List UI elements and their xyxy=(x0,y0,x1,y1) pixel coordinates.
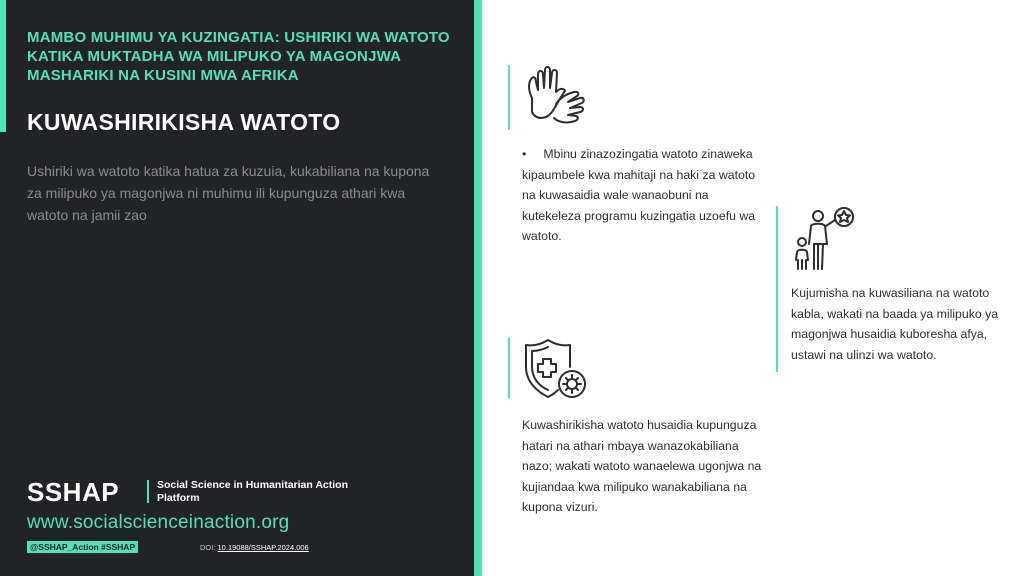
card-accent-line xyxy=(508,65,510,130)
intro-text: Ushiriki wa watoto katika hatua za kuzuia, kukabiliana na kupona za milipuko ya magonjwa ni muhimu ili kupunguza athari kwa watoto na jamii zao xyxy=(27,163,430,223)
hands-icon xyxy=(522,64,588,130)
sshap-logo: SSHAP xyxy=(27,477,120,507)
point-2-text: Kujumisha na kuwasiliana na watoto kabla, wakati na baada ya milipuko ya magonjwa husaidia kuboresha afya, ustawi na ulinzi wa watoto. xyxy=(791,286,999,362)
platform-name: Social Science in Humanitarian Action Platform xyxy=(157,479,348,504)
social-handles: @SSHAP_Action #SSHAP xyxy=(27,541,138,553)
card-accent-line xyxy=(776,206,778,372)
page-title: KUWASHIRIKISHA WATOTO xyxy=(27,109,341,135)
logo-divider xyxy=(147,480,149,503)
shield-virus-icon xyxy=(522,337,588,403)
point-1-body: Mbinu zinazozingatia watoto zinaweka kipaumbele kwa mahitaji na haki za watoto na kuwasaidia wale wanaobuni na kutekeleza programu kuzingatia uzoefu wa watoto. xyxy=(522,147,756,243)
bullet: • xyxy=(522,147,527,161)
left-panel xyxy=(0,0,474,576)
point-3-text: Kuwashirikisha watoto husaidia kupunguza hatari na athari mbaya wanazokabiliana nazo; wakati watoto wanaelewa ugonjwa na kujiandaa kwa milipuko wanakabiliana na kupona vizuri. xyxy=(522,418,762,514)
card-accent-line xyxy=(508,338,510,398)
page-subtitle: MAMBO MUHIMU YA KUZINGATIA: USHIRIKI WA WATOTO KATIKA MUKTADHA WA MILIPUKO YA MAGONJWA MASHARIKI NA KUSINI MWA AFRIKA xyxy=(27,29,450,84)
doi-link[interactable]: 10.19088/SSHAP.2024.006 xyxy=(217,543,309,552)
adult-child-star-icon xyxy=(790,204,860,274)
panel-accent-stripe xyxy=(474,0,482,576)
accent-bar xyxy=(0,0,6,132)
point-1-text xyxy=(522,144,766,247)
website-link[interactable]: www.socialscienceinaction.org xyxy=(27,512,290,533)
doi-label: DOI: xyxy=(200,543,216,552)
doi-line xyxy=(200,543,309,552)
